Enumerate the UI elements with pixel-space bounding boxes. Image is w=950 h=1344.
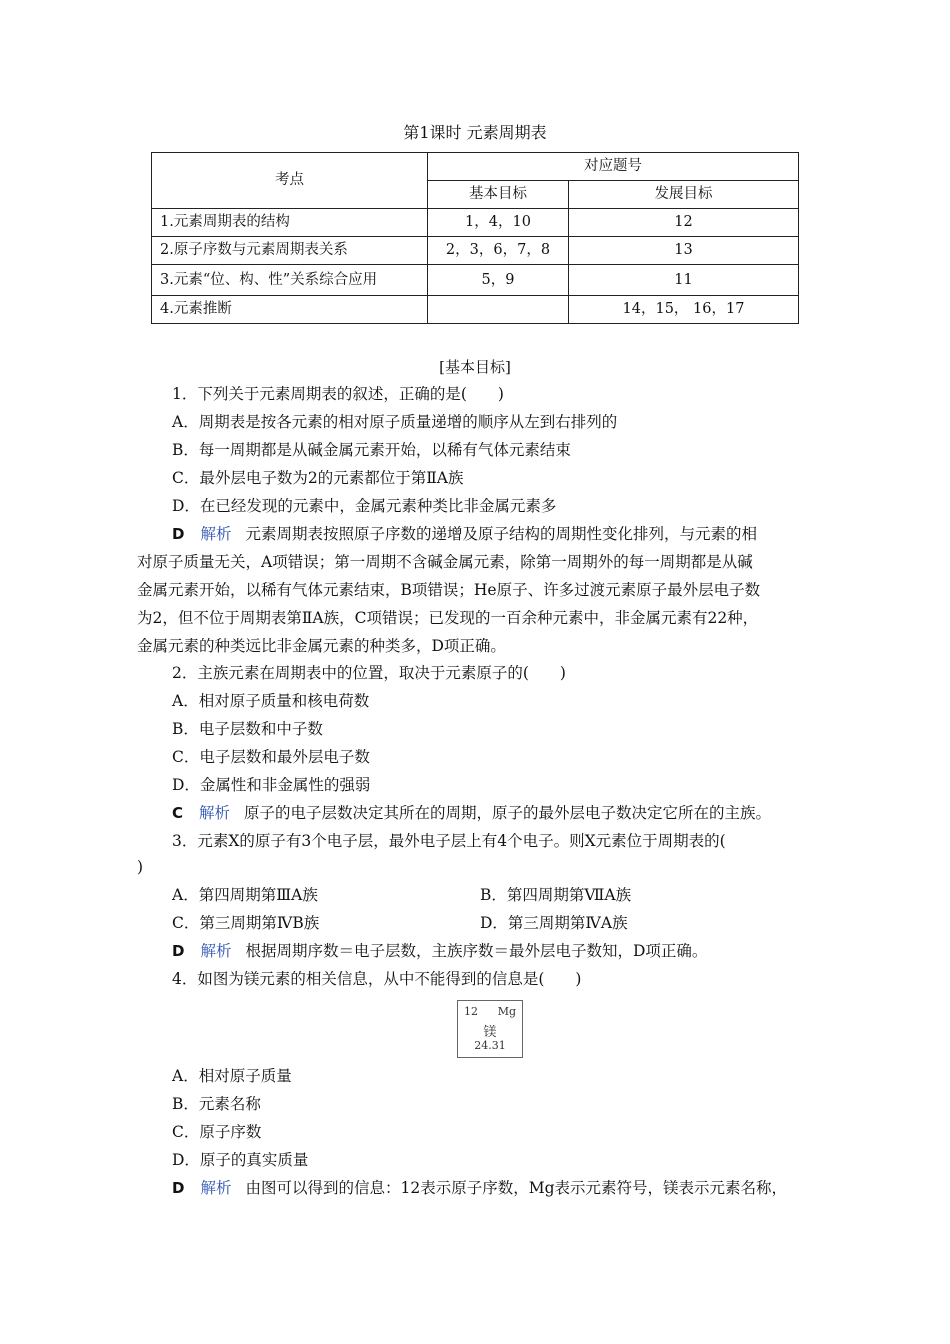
card-mass: 24.31 [474, 1039, 506, 1052]
page-title: 第1课时 元素周期表 [403, 123, 547, 142]
q3-exp-text: 根据周期序数＝电子层数，主族序数＝最外层电子数知，D项正确。 [245, 942, 708, 960]
cell-fazhan: 12 [569, 209, 799, 237]
header-duiying: 对应题号 [428, 153, 799, 181]
q3-option-b: B．第四周期第ⅦA族 [480, 886, 632, 904]
q2-answer: C [172, 804, 184, 822]
q4-option-a: A．相对原子质量 [172, 1067, 292, 1085]
q2-option-c: C．电子层数和最外层电子数 [172, 748, 370, 766]
header-fazhan: 发展目标 [569, 181, 799, 209]
cell-fazhan: 11 [569, 265, 799, 296]
q2-option-a: A．相对原子质量和核电荷数 [172, 692, 370, 710]
q3-option-c: C．第三周期第ⅣB族 [172, 914, 320, 932]
jiexi-label: 解析 [200, 942, 232, 960]
table-header-row [152, 153, 799, 181]
q4-explanation-line [172, 1178, 787, 1198]
header-kaodian: 考点 [152, 153, 428, 209]
table-row [152, 209, 799, 237]
q3-option-d: D．第三周期第ⅣA族 [480, 914, 628, 932]
q3-explanation-line [172, 941, 707, 961]
q1-option-b: B．每一周期都是从碱金属元素开始，以稀有气体元素结束 [172, 441, 571, 459]
q2-explanation-line [172, 803, 771, 823]
q4-option-d: D．原子的真实质量 [172, 1151, 309, 1169]
card-atomic-number: 12 [464, 1005, 478, 1018]
q1-exp-line: 为2，但不位于周期表第ⅡA族，C项错误；已发现的一百余种元素中，非金属元素有22种， [137, 609, 759, 627]
cell-jiben: 2，3，6，7，8 [428, 237, 569, 265]
q4-option-b: B．元素名称 [172, 1095, 261, 1113]
q1-exp-text: 元素周期表按照原子序数的递增及原子结构的周期性变化排列，与元素的相 [245, 525, 757, 543]
jiexi-label: 解析 [200, 1179, 232, 1197]
q4-answer: D [172, 1179, 185, 1197]
q2-option-d: D．金属性和非金属性的强弱 [172, 776, 371, 794]
cell-kaodian: 4.元素推断 [152, 296, 428, 324]
q3-answer: D [172, 942, 185, 960]
card-symbol: Mg [497, 1005, 516, 1018]
cell-kaodian: 2.原子序数与元素周期表关系 [152, 237, 428, 265]
cell-jiben: 5，9 [428, 265, 569, 296]
header-jiben: 基本目标 [428, 181, 569, 209]
jiexi-label: 解析 [200, 525, 232, 543]
table-row [152, 265, 799, 296]
cell-fazhan: 14，15， 16，17 [569, 296, 799, 324]
q3-stem-cont: ) [137, 858, 144, 876]
cell-jiben [428, 296, 569, 324]
q1-stem: 1．下列关于元素周期表的叙述，正确的是( ) [172, 385, 504, 403]
q1-explanation-line [172, 524, 757, 544]
magnesium-element-card [457, 1000, 523, 1058]
table-row [152, 296, 799, 324]
table-row [152, 237, 799, 265]
q1-exp-line: 金属元素的种类远比非金属元素的种类多，D项正确。 [137, 637, 506, 655]
q1-option-d: D．在已经发现的元素中，金属元素种类比非金属元素多 [172, 497, 557, 515]
q2-stem: 2．主族元素在周期表中的位置，取决于元素原子的( ) [172, 664, 566, 682]
q3-option-a: A．第四周期第ⅢA族 [172, 886, 318, 904]
card-name: 镁 [483, 1025, 497, 1040]
q1-option-c: C．最外层电子数为2的元素都位于第ⅡA族 [172, 469, 464, 487]
knowledge-map-table [151, 152, 799, 324]
jiexi-label: 解析 [199, 804, 231, 822]
q2-option-b: B．电子层数和中子数 [172, 720, 323, 738]
cell-kaodian: 1.元素周期表的结构 [152, 209, 428, 237]
q1-exp-line: 对原子质量无关，A项错误；第一周期不含碱金属元素，除第一周期外的每一周期都是从碱 [137, 553, 753, 571]
q1-option-a: A．周期表是按各元素的相对原子质量递增的顺序从左到右排列的 [172, 413, 618, 431]
q1-answer: D [172, 525, 185, 543]
q1-exp-line: 金属元素开始，以稀有气体元素结束，B项错误；He原子、许多过渡元素原子最外层电子数 [137, 581, 761, 599]
q4-option-c: C．原子序数 [172, 1123, 262, 1141]
q4-exp-text: 由图可以得到的信息：12表示原子序数，Mg表示元素符号，镁表示元素名称， [245, 1179, 787, 1197]
cell-jiben: 1，4，10 [428, 209, 569, 237]
q4-stem: 4．如图为镁元素的相关信息，从中不能得到的信息是( ) [172, 970, 582, 988]
q3-stem: 3．元素X的原子有3个电子层，最外电子层上有4个电子。则X元素位于周期表的( [172, 832, 726, 850]
q2-exp-text: 原子的电子层数决定其所在的周期，原子的最外层电子数决定它所在的主族。 [244, 804, 772, 822]
cell-kaodian: 3.元素“位、构、性”关系综合应用 [152, 265, 428, 296]
section-label: [基本目标] [439, 358, 511, 376]
cell-fazhan: 13 [569, 237, 799, 265]
